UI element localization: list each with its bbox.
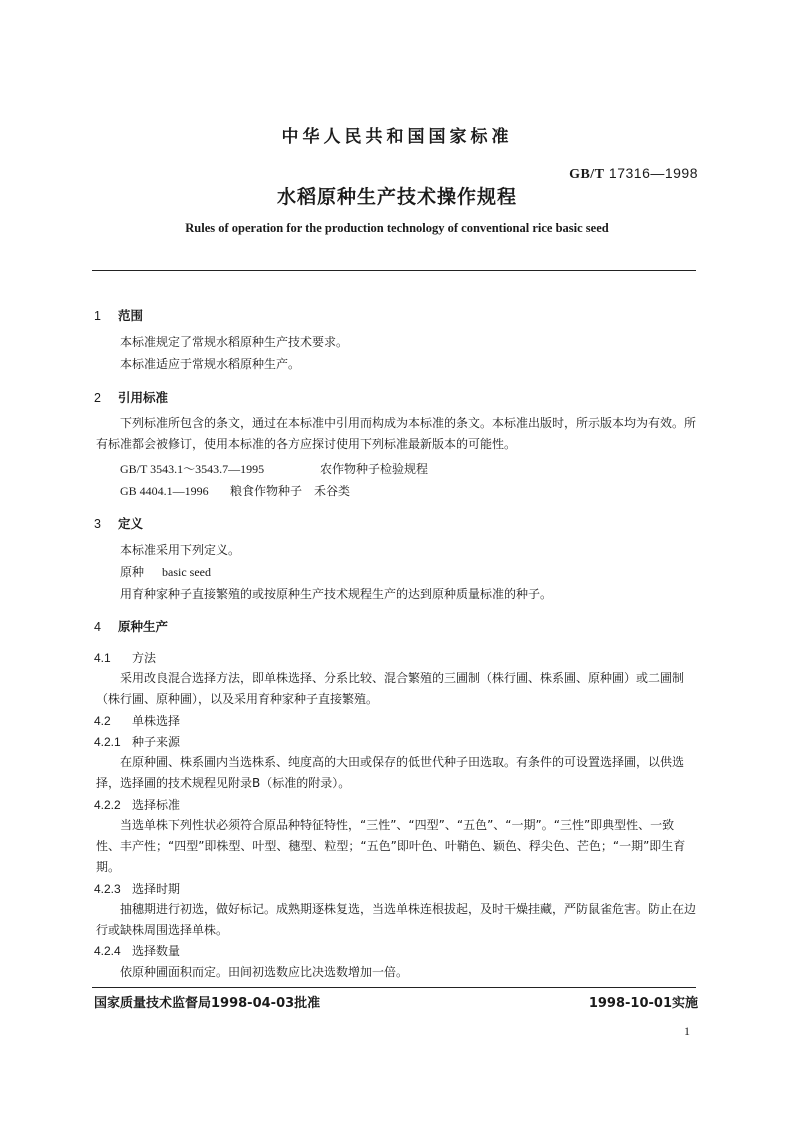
paragraph: 抽穗期进行初选，做好标记。成熟期逐株复选，当选单株连根拔起，及时干燥挂藏，严防鼠雀危害。防止在边行或缺株周围选择单株。: [96, 902, 697, 937]
standard-code-number: 17316—1998: [608, 165, 698, 181]
section-number: 3: [94, 517, 101, 531]
reference-item: [120, 460, 428, 477]
subsection-4-2-heading: [94, 712, 180, 729]
reference-code: GB 4404.1—1996: [120, 484, 209, 498]
standard-code-prefix: GB/T: [569, 167, 605, 182]
section-1-heading: [94, 306, 143, 324]
paragraph: 当选单株下列性状必须符合原品种特征特性，“三性”、“四型”、“五色”、“一期”。“三性”即典型性、一致性、丰产性；“四型”即株型、叶型、穗型、粒型；“五色”即叶色、叶鞘色、颖色、稃尖色、芒色；“一期”即生育期。: [96, 818, 686, 874]
subsection-title: 选择标准: [132, 798, 181, 812]
subsection-title: 方法: [132, 651, 157, 665]
subsection-title: 选择时期: [132, 882, 181, 896]
implementation-date: 1998-10-01实施: [588, 996, 698, 1011]
section-3-heading: [94, 514, 143, 532]
reference-title: 粮食作物种子 禾谷类: [230, 484, 351, 498]
subsection-title: 种子来源: [132, 735, 181, 749]
section-2-heading: [94, 388, 168, 406]
term-en: basic seed: [162, 565, 211, 579]
section-title: 定义: [118, 516, 144, 531]
subsection-number: 4.2.2: [94, 798, 121, 812]
section-number: 1: [94, 309, 101, 323]
subsection-4-2-2-heading: [94, 796, 180, 813]
paragraph: 下列标准所包含的条文，通过在本标准中引用而构成为本标准的条文。本标准出版时，所示版本均为有效。所有标准都会被修订，使用本标准的各方应探讨使用下列标准最新版本的可能性。: [96, 416, 697, 451]
section-title: 范围: [118, 308, 144, 323]
paragraph: 用育种家种子直接繁殖的或按原种生产技术规程生产的达到原种质量标准的种子。: [120, 587, 553, 601]
subsection-number: 4.2.3: [94, 882, 121, 896]
header-divider: [92, 270, 696, 271]
section-number: 2: [94, 391, 101, 405]
page-number: 1: [684, 1024, 690, 1038]
subsection-title: 单株选择: [132, 714, 181, 728]
section-title: 引用标准: [118, 390, 169, 405]
subsection-4-2-3-heading: [94, 880, 180, 897]
subsection-number: 4.2: [94, 714, 111, 728]
subsection-4-2-1-heading: [94, 733, 180, 750]
subsection-number: 4.1: [94, 651, 111, 665]
section-4-heading: [94, 617, 168, 635]
approval-line: 国家质量技术监督局1998-04-03批准: [94, 996, 321, 1011]
subsection-number: 4.2.1: [94, 735, 121, 749]
reference-item: [120, 482, 350, 499]
paragraph: 依原种圃面积而定。田间初选数应比决选数增加一倍。: [120, 965, 409, 979]
paragraph: 本标准适应于常规水稻原种生产。: [120, 357, 301, 371]
reference-code: GB/T 3543.1～3543.7—1995: [120, 462, 265, 476]
paragraph: 本标准采用下列定义。: [120, 543, 241, 557]
paragraph: 本标准规定了常规水稻原种生产技术要求。: [120, 335, 349, 349]
document-title-cn: 水稻原种生产技术操作规程: [276, 186, 517, 208]
section-title: 原种生产: [118, 619, 169, 634]
document-title-en: Rules of operation for the production technology of conventional rice basic seed: [185, 221, 609, 235]
subsection-4-1-heading: [94, 649, 156, 666]
term-cn: 原种: [120, 565, 145, 579]
subsection-number: 4.2.4: [94, 944, 121, 958]
reference-title: 农作物种子检验规程: [320, 462, 429, 476]
subsection-title: 选择数量: [132, 944, 181, 958]
paragraph: 在原种圃、株系圃内当选株系、纯度高的大田或保存的低世代种子田选取。有条件的可设置选择圃，以供选择，选择圃的技术规程见附录B（标准的附录）。: [96, 755, 685, 790]
definition-term: [120, 563, 211, 580]
paragraph: 采用改良混合选择方法，即单株选择、分系比较、混合繁殖的三圃制（株行圃、株系圃、原种圃）或二圃制（株行圃、原种圃），以及采用育种家种子直接繁殖。: [96, 671, 685, 706]
footer-divider: [92, 987, 696, 988]
standard-code: [569, 165, 698, 183]
section-number: 4: [94, 620, 101, 634]
subsection-4-2-4-heading: [94, 942, 180, 959]
national-standard-heading: 中华人民共和国国家标准: [281, 127, 513, 147]
